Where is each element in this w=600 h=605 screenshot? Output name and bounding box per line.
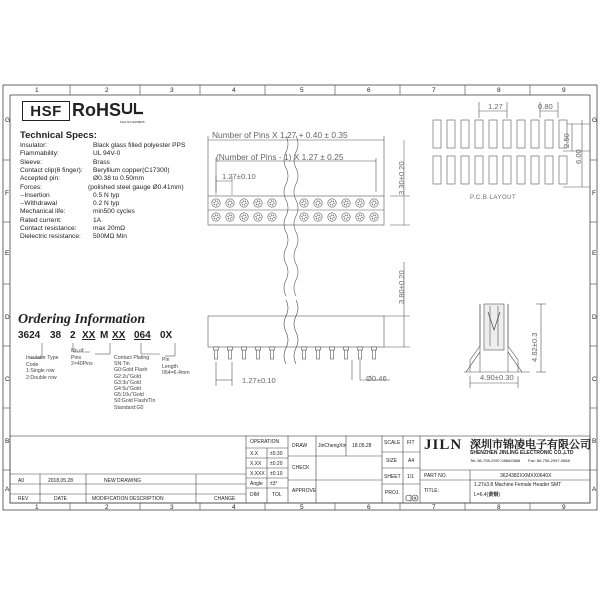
spec-value: (polished steel gauge Ø0.41mm)	[88, 183, 184, 191]
socket-hole	[370, 213, 378, 221]
tb-check: CHECK	[292, 465, 310, 471]
socket-hole	[342, 213, 350, 221]
rohs-logo: RoHS	[72, 100, 121, 120]
note-pins-2: Pins	[71, 354, 82, 361]
side-pin-shoulder	[344, 347, 349, 350]
pcb-caption: P.C.B LAYOUT	[470, 195, 517, 201]
socket-hole	[328, 213, 336, 221]
tb-part-no-label: PART NO.	[424, 473, 448, 479]
pcb-pad	[559, 156, 567, 184]
row-label-left: D	[5, 314, 10, 321]
pcb-pad	[461, 156, 469, 184]
plating-option: G5:10u"Gold	[114, 392, 144, 399]
plating-option: S0:Gold Flash/Tin	[114, 398, 156, 405]
side-pin-array	[214, 347, 377, 359]
col-label-top: 5	[300, 87, 304, 94]
socket-hole	[240, 213, 248, 221]
spec-value: 0.2 N typ	[93, 200, 120, 208]
note-row-1: 1:Single row	[26, 368, 55, 374]
pcb-pad-array	[433, 120, 567, 184]
ordering-code-part: M	[100, 330, 109, 341]
side-pin-shoulder	[302, 347, 307, 350]
pcb-pad	[475, 120, 483, 148]
col-label-bottom: 1	[35, 504, 39, 511]
pcb-pad	[545, 156, 553, 184]
note-pin-length-3: 064=6.4mm	[162, 370, 190, 376]
side-pin-shoulder	[242, 347, 247, 350]
row-label-left: B	[5, 438, 10, 445]
dim-height-side: 3.80±0.20	[397, 270, 406, 304]
socket-hole	[314, 199, 322, 207]
tb-title-2a: L=6.4(	[474, 492, 489, 498]
row-label-left: C	[5, 376, 10, 383]
plating-option: Standard:G0	[114, 404, 144, 411]
note-pins	[71, 348, 93, 368]
tb-drawer: JinChengXin	[318, 443, 347, 449]
col-label-bottom: 4	[232, 504, 236, 511]
socket-hole	[254, 199, 262, 207]
pcb-pad	[489, 120, 497, 148]
tb-size-value: A4	[408, 458, 415, 464]
tb-dim: DIM	[250, 492, 260, 498]
side-pin-shoulder	[228, 347, 233, 350]
tb-sheet-value: 1/1	[407, 474, 414, 480]
tol-key: X.X	[250, 451, 259, 457]
tb-part-no: 3624382XXMXX0640X	[500, 473, 552, 479]
side-pin-shoulder	[372, 347, 377, 350]
pcb-pad	[461, 120, 469, 148]
row-label-right: B	[592, 438, 597, 445]
socket-hole	[226, 213, 234, 221]
company-name-en: SHENZHEN JINLING ELECTRONIC CO.,LTD	[470, 450, 574, 456]
row-label-right: A	[592, 486, 597, 493]
col-label-top: 8	[497, 87, 501, 94]
socket-hole	[314, 213, 322, 221]
dim-pcb-pad-w: 0.80	[538, 102, 553, 111]
pcb-pad	[517, 156, 525, 184]
spec-value: 0.5 N typ	[93, 191, 120, 199]
socket-hole	[300, 213, 308, 221]
projection-icon	[405, 489, 419, 507]
ordering-title: Ordering Information	[18, 312, 146, 327]
tol-key: Angle	[250, 481, 263, 487]
plating-option: G0:Gold Flash	[114, 367, 148, 374]
hsf-text: HSF	[30, 102, 62, 120]
spec-label: Rated current:	[20, 216, 62, 224]
socket-hole	[356, 213, 364, 221]
tb-proj: PROJ.	[385, 490, 400, 496]
dim-top-pitch: (Number of Pins - 1) X 1.27 ± 0.25	[216, 152, 344, 162]
col-label-bottom: 7	[432, 504, 436, 511]
side-pin-shoulder	[214, 347, 219, 350]
tb-draw: DRAW	[292, 443, 308, 449]
row-label-right: G	[592, 117, 598, 124]
col-label-bottom: 3	[170, 504, 174, 511]
pcb-pad	[531, 156, 539, 184]
pcb-pad	[503, 120, 511, 148]
plating-option: G3:3u"Gold	[114, 379, 141, 386]
tb-title-2c: )	[498, 492, 501, 498]
dim-side-height: 4.82±0.3	[530, 332, 539, 362]
specs-title: Technical Specs:	[20, 130, 97, 141]
side-pin-shoulder	[256, 347, 261, 350]
socket-hole	[240, 199, 248, 207]
col-label-bottom: 8	[497, 504, 501, 511]
spec-label: --Withdrawal	[20, 200, 58, 208]
pcb-pad	[545, 120, 553, 148]
ul-file-number: FILE NO E206815	[120, 120, 145, 124]
side-pin-shoulder	[316, 347, 321, 350]
hsf-logo	[22, 101, 70, 121]
tb-title-2	[474, 491, 500, 498]
socket-hole	[356, 199, 364, 207]
note-pin-length	[162, 357, 190, 377]
pcb-pad	[475, 156, 483, 184]
note-row-code: Code	[26, 361, 39, 368]
tol-value: ±3°	[270, 481, 278, 487]
socket-hole	[226, 199, 234, 207]
tb-tol: TOL	[272, 492, 282, 498]
row-label-left: F	[5, 190, 9, 197]
dim-pin-dia: Ø0.46	[366, 374, 387, 383]
pcb-pad	[433, 120, 441, 148]
spec-value: Brass	[93, 158, 110, 166]
note-pins-1: No.of	[71, 348, 84, 354]
ordering-code-part: 2	[70, 330, 76, 341]
note-plating-title: Contact Plating	[114, 355, 150, 361]
col-label-top: 2	[105, 87, 109, 94]
spec-label: Accepted pin:	[20, 175, 60, 183]
col-label-bottom: 9	[562, 504, 566, 511]
col-label-top: 6	[367, 87, 371, 94]
col-label-top: 1	[35, 87, 39, 94]
tol-value: ±0.30	[270, 451, 283, 457]
note-pin-length-2: Length	[162, 363, 178, 370]
socket-hole	[268, 199, 276, 207]
company-tel: Tel: 86-755-2997-0866/0868	[470, 458, 521, 463]
ordering-code-part: XX	[112, 330, 126, 341]
spec-value: 1A	[93, 216, 102, 224]
socket-hole	[254, 213, 262, 221]
spec-value: max 20mΩ	[93, 225, 126, 232]
ordering-code-part: 3624	[18, 330, 41, 341]
tb-scale-value: FIT	[407, 440, 415, 446]
ordering-code-part: 38	[50, 330, 62, 341]
spec-label: Insulator:	[20, 142, 48, 149]
note-plating	[114, 355, 155, 411]
pcb-pad	[517, 120, 525, 148]
row-label-left: A	[5, 486, 10, 493]
row-label-right: E	[592, 250, 597, 257]
pcb-pad	[489, 156, 497, 184]
spec-label: Mechanical life:	[20, 208, 66, 216]
tb-operation: OPERATION	[250, 439, 280, 445]
dim-pcb-row-gap: 2.50	[562, 133, 571, 148]
col-label-top: 9	[562, 87, 566, 94]
dim-side-width: 4.90±0.30	[480, 373, 514, 382]
ordering-code-part: 0X	[160, 330, 173, 341]
dim-height-top: 3.30±0.20	[397, 161, 406, 195]
col-label-bottom: 5	[300, 504, 304, 511]
socket-hole	[212, 199, 220, 207]
plating-option: G2:2u"Gold	[114, 373, 141, 380]
col-label-bottom: 6	[367, 504, 371, 511]
row-label-right: C	[592, 376, 597, 383]
dim-pcb-pitch: 1.27	[488, 102, 503, 111]
company-fax: Fax: 86-755-2997-0868	[528, 458, 570, 463]
spec-value: min500 cycles	[93, 208, 135, 216]
dim-pitch-small: 1.27±0.10	[222, 172, 256, 181]
dim-top-total: Number of Pins X 1.27 + 0.40 ± 0.35	[212, 130, 348, 140]
tb-title-2b: 黄铜	[488, 492, 499, 498]
plating-option: G4:5u"Gold	[114, 386, 141, 393]
spec-label: Forces:	[20, 183, 42, 191]
side-pin-shoulder	[270, 347, 275, 350]
side-pin-shoulder	[330, 347, 335, 350]
col-label-top: 3	[170, 87, 174, 94]
rev-header-date: DATE	[54, 496, 67, 502]
ordering-code-part: 064	[134, 330, 151, 341]
socket-hole	[370, 199, 378, 207]
tol-key: X.XX	[250, 461, 262, 467]
socket-hole	[300, 199, 308, 207]
pcb-pad	[447, 156, 455, 184]
note-row-2: 2:Double row	[26, 374, 57, 381]
ul-logo	[120, 101, 148, 124]
spec-label: Sleeve:	[20, 158, 42, 166]
spec-label: Contact clip(6 finger):	[20, 166, 83, 174]
pcb-pad	[447, 120, 455, 148]
row-label-left: E	[5, 250, 10, 257]
socket-hole	[328, 199, 336, 207]
tol-value: ±0.20	[270, 461, 283, 467]
note-pins-3: 2×40Pins	[71, 361, 93, 367]
spec-label: Contact resistance:	[20, 225, 77, 232]
row-label-right: D	[592, 314, 597, 321]
rev-header-change: CHANGE	[214, 496, 236, 502]
pcb-pad	[531, 120, 539, 148]
tb-title-1: 1.27x3.8 Machine Female Header SMT	[474, 482, 562, 488]
rev-desc: NEW DRAWING	[104, 478, 142, 484]
row-label-right: F	[592, 190, 596, 197]
note-pin-length-1: Pin	[162, 357, 170, 363]
spec-value: UL 94V-0	[93, 150, 121, 158]
note-row-type	[26, 355, 59, 381]
ordering-code-part: XX	[82, 330, 96, 341]
tb-title-label: TITLE:	[424, 488, 440, 494]
row-label-left: G	[5, 117, 11, 124]
spec-value: Beryllium copper(C17300)	[93, 166, 170, 174]
plating-option: SN:Tin	[114, 361, 130, 368]
tb-sheet: SHEET	[384, 474, 401, 480]
pcb-pad	[503, 156, 511, 184]
tb-date: 18.05.28	[352, 443, 372, 449]
tol-value: ±0.10	[270, 471, 283, 477]
company-logo: JILN	[424, 437, 463, 453]
col-label-bottom: 2	[105, 504, 109, 511]
tol-key: X.XXX	[250, 471, 265, 477]
side-pin-shoulder	[358, 347, 363, 350]
rev-header-desc: MODIFICATION DESCRIPTION	[92, 496, 164, 502]
rev-date: 2018.05.28	[48, 478, 74, 484]
spec-label: --Insertion	[20, 191, 50, 199]
tb-size: SIZE	[386, 458, 398, 464]
dim-pcb-total: 6.00	[574, 149, 583, 164]
spec-value: Ø0.38 to 0.50mm	[93, 175, 144, 183]
pcb-pad	[433, 156, 441, 184]
tb-approve: APPROVE	[292, 488, 317, 494]
spec-value: Black glass filled polyester PPS	[93, 142, 186, 149]
col-label-top: 4	[232, 87, 236, 94]
spec-value: 500MΩ Min	[93, 233, 127, 241]
rev-header-rev: REV	[18, 496, 29, 502]
tb-scale: SCALE	[384, 440, 401, 446]
company-name-cn: 深圳市锦凌电子有限公司	[470, 439, 591, 451]
socket-hole	[212, 213, 220, 221]
side-view	[208, 262, 410, 386]
spec-label: Flammability:	[20, 150, 59, 158]
col-label-top: 7	[432, 87, 436, 94]
dim-pitch-bottom: 1.27±0.10	[242, 376, 276, 385]
socket-hole	[342, 199, 350, 207]
socket-hole	[268, 213, 276, 221]
spec-label: Dielectric resistance:	[20, 233, 81, 241]
note-row-title: Insulator Type	[26, 355, 59, 361]
rev-value: A0	[18, 478, 25, 484]
